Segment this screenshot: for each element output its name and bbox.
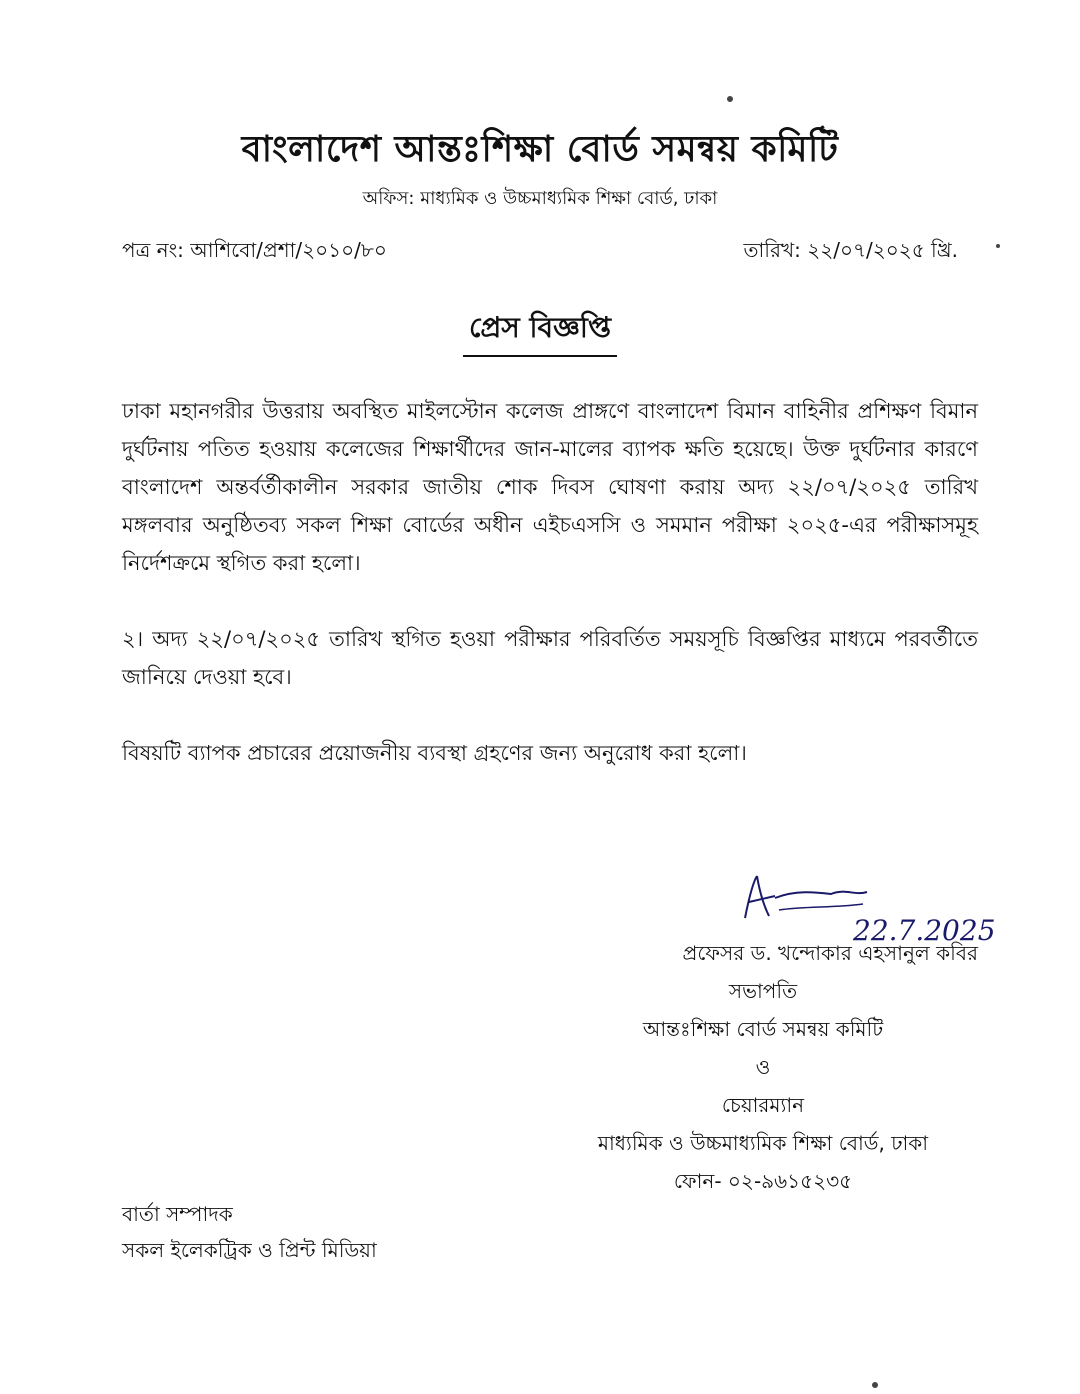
body-paragraph-3: বিষয়টি ব্যাপক প্রচারের প্রয়োজনীয় ব্যবস্থা গ্রহণের জন্য অনুরোধ করা হলো। [122, 741, 747, 765]
recipient-line-2: সকল ইলেকট্রিক ও প্রিন্ট মিডিয়া [122, 1238, 377, 1262]
press-release-heading [0, 306, 1080, 357]
recipient-block [122, 1196, 377, 1268]
signature-date: 22.7.2025 [853, 914, 996, 947]
recipient-line-1: বার্তা সম্পাদক [122, 1202, 233, 1226]
signatory-org-2: মাধ্যমিক ও উচ্চমাধ্যমিক শিক্ষা বোর্ড, ঢাকা [597, 1131, 929, 1155]
document-date: তারিখ: ২২/০৭/২০২৫ খ্রি. [743, 238, 958, 262]
reference-number: পত্র নং: আশিবো/প্রশা/২০১০/৮০ [122, 238, 387, 262]
signatory-block [548, 934, 978, 1200]
body-paragraph-1: ঢাকা মহানগরীর উত্তরায় অবস্থিত মাইলস্টোন কলেজ প্রাঙ্গণে বাংলাদেশ বিমান বাহিনীর প্রশিক্ষণ বিমান দুর্ঘটনায় পতিত হওয়ায় কলেজের শিক্ষার্থীদের জান-মালের ব্যাপক ক্ষতি হয়েছে। উক্ত দুর্ঘটনার কারণে বাংলাদেশ অন্তর্বর্তীকালীন সরকার জাতীয় শোক দিবস ঘোষণা করায় অদ্য ২২/০৭/২০২৫ তারিখ মঙ্গলবার অনুষ্ঠিতব্য সকল শিক্ষা বোর্ডের অধীন এইচএসসি ও সমমান পরীক্ষা ২০২৫-এর পরীক্ষাসমূহ নির্দেশক্রমে স্থগিত করা হলো। [122, 399, 978, 575]
signatory-name: প্রফেসর ড. খন্দোকার এহসানুল কবির [682, 941, 978, 965]
signatory-org-1: আন্তঃশিক্ষা বোর্ড সমন্বয় কমিটি [642, 1017, 884, 1041]
office-line: অফিস: মাধ্যমিক ও উচ্চমাধ্যমিক শিক্ষা বোর্ড, ঢাকা [362, 188, 718, 209]
speck-dot [996, 244, 1000, 248]
speck-dot [727, 96, 733, 102]
signatory-role-1: সভাপতি [728, 979, 798, 1003]
signatory-conjunction: ও [755, 1055, 771, 1079]
speck-dot [872, 1382, 878, 1388]
signatory-phone: ফোন- ০২-৯৬১৫২৩৫ [673, 1169, 853, 1193]
signatory-role-2: চেয়ারম্যান [721, 1093, 805, 1117]
body-paragraph-2: ২। অদ্য ২২/০৭/২০২৫ তারিখ স্থগিত হওয়া পরীক্ষার পরিবর্তিত সময়সূচি বিজ্ঞপ্তির মাধ্যমে পরবর্তীতে জানিয়ে দেওয়া হবে। [122, 627, 978, 689]
document-title: বাংলাদেশ আন্তঃশিক্ষা বোর্ড সমন্বয় কমিটি [241, 129, 839, 170]
heading-text: প্রেস বিজ্ঞপ্তি [463, 306, 617, 357]
